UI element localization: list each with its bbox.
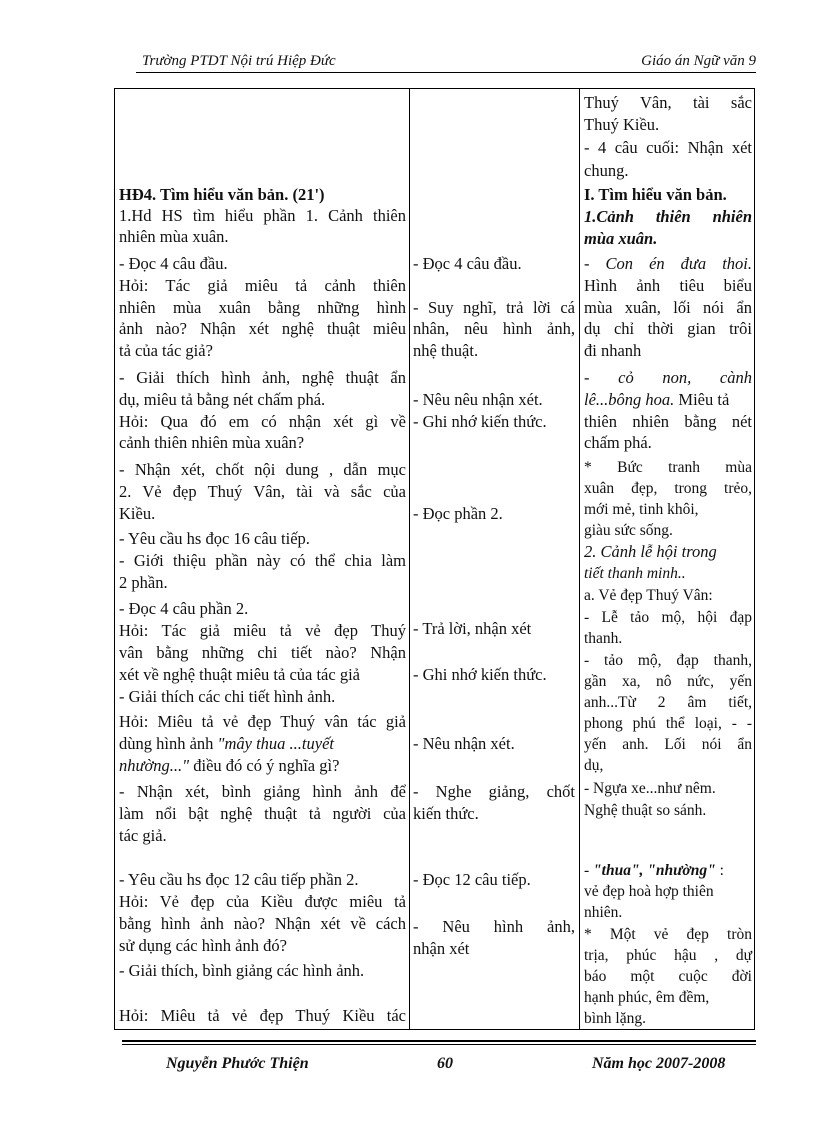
text-line (119, 756, 406, 777)
column-divider (409, 89, 410, 1029)
text-line: kiến thức. (413, 804, 479, 823)
subsection-heading: tiết thanh minh.. (584, 565, 686, 582)
text-line: bình lặng. (584, 1010, 646, 1027)
text-line: thanh. (584, 630, 623, 647)
text-line: mới mẻ, tinh khôi, (584, 501, 699, 518)
school-name: Trường PTDT Nội trú Hiệp Đức (142, 53, 336, 69)
text-line: dụ chỉ thời gian trôi (584, 319, 752, 338)
subject-title: Giáo án Ngữ văn 9 (641, 53, 756, 69)
lesson-table (114, 88, 755, 1030)
text-line: - Suy nghĩ, trả lời cá (413, 298, 575, 317)
text-line: - Ghi nhớ kiến thức. (413, 412, 547, 431)
text-line: đi nhanh (584, 341, 642, 360)
text-line: chấm phá. (584, 433, 652, 452)
quoted-phrase: "thua", "nhường" (593, 862, 716, 879)
text-line: - Trả lời, nhận xét (413, 619, 532, 638)
text-line: anh...Từ 2 âm tiết, (584, 694, 752, 711)
text-line: - Con én đưa thoi. (584, 254, 752, 273)
text-segment: điều đó có ý nghĩa gì? (189, 756, 340, 775)
text-line: * Bức tranh mùa (584, 459, 752, 476)
text-line: chung. (584, 161, 629, 180)
quoted-phrase: lê...bông hoa. (584, 390, 675, 409)
text-line: - Đọc 12 câu tiếp. (413, 870, 531, 889)
text-line: - Đọc 4 câu đầu. (413, 254, 522, 273)
text-line: - Giải thích hình ảnh, nghệ thuật ẩn (119, 368, 406, 387)
text-line: - cỏ non, cành (584, 368, 752, 387)
text-line: Hỏi: Tác giả miêu tả cảnh thiên (119, 276, 406, 295)
text-line: nhiên. (584, 904, 623, 921)
text-line: gần xa, nô nức, yến (584, 673, 752, 690)
text-line: - Giải thích, bình giảng các hình ảnh. (119, 961, 365, 980)
text-line: - Giới thiệu phần này có thể chia làm (119, 551, 406, 570)
text-line: Hình ảnh tiêu biểu (584, 276, 752, 295)
quoted-phrase: nhường..." (119, 756, 190, 775)
text-line: - Yêu cầu hs đọc 12 câu tiếp phần 2. (119, 870, 359, 889)
text-segment: : (715, 862, 724, 879)
text-line: * Một vẻ đẹp tròn (584, 926, 752, 943)
text-line (584, 861, 752, 882)
footer-school-year: Năm học 2007-2008 (592, 1055, 726, 1072)
text-line: nhân, nêu hình ảnh, (413, 319, 575, 338)
text-line: tác giả. (119, 826, 167, 845)
text-line: - tảo mộ, đạp thanh, (584, 652, 752, 669)
text-segment: dùng hình ảnh (119, 734, 214, 753)
subsection-heading: 2. Cảnh lễ hội trong (584, 542, 717, 561)
text-line: Hỏi: Qua đó em có nhận xét gì về (119, 412, 406, 431)
text-line (584, 390, 752, 411)
column-divider (579, 89, 580, 1029)
text-line: hạnh phúc, êm đềm, (584, 989, 710, 1006)
text-line: Thuý Vân, tài sắc (584, 93, 752, 112)
text-line: 2. Vẻ đẹp Thuý Vân, tài và sắc của (119, 482, 406, 501)
text-line: - Lễ tảo mộ, hội đạp (584, 609, 752, 626)
text-segment: Miêu tả (674, 390, 730, 409)
text-line: tả của tác giả? (119, 341, 213, 360)
text-line: nhiên mùa xuân bằng những hình (119, 298, 406, 317)
text-line: xuân đẹp, trong trẻo, (584, 480, 752, 497)
text-line: nhiên mùa xuân. (119, 227, 229, 246)
text-line: xét về nghệ thuật miêu tả của tác giả (119, 665, 360, 684)
text-line: vẻ đẹp hoà hợp thiên (584, 883, 714, 900)
text-line: Hỏi: Miêu tả vẻ đẹp Thuý vân tác giả (119, 712, 406, 731)
text-line: - Giải thích các chi tiết hình ảnh. (119, 687, 336, 706)
text-line: thiên nhiên bằng nét (584, 412, 752, 431)
text-line: giàu sức sống. (584, 522, 673, 539)
text-line: làm nổi bật nghệ thuật tả người của (119, 804, 406, 823)
text-line: - Ghi nhớ kiến thức. (413, 665, 547, 684)
text-line: ảnh nào? Nhận xét nghệ thuật miêu (119, 319, 406, 338)
text-line: dụ, (584, 757, 604, 774)
text-line: - Nhận xét, chốt nội dung , dẫn mục (119, 460, 406, 479)
text-line: vân bằng những chi tiết nào? Nhận (119, 643, 406, 662)
text-line (119, 734, 406, 755)
subsection-heading: mùa xuân. (584, 229, 658, 248)
text-line: - Yêu cầu hs đọc 16 câu tiếp. (119, 529, 310, 548)
text-line: - Đọc 4 câu phần 2. (119, 599, 249, 618)
text-line: yến anh. Lối nói ẩn (584, 736, 752, 753)
text-line: bằng hình ảnh nào? Nhận xét về cách (119, 914, 406, 933)
text-line: - Nghe giảng, chốt (413, 782, 575, 801)
page-number: 60 (437, 1055, 453, 1072)
text-line: Kiều. (119, 504, 156, 523)
text-line: - Nêu hình ảnh, (413, 917, 575, 936)
text-line: - 4 câu cuối: Nhận xét (584, 138, 752, 157)
footer-author: Nguyễn Phước Thiện (166, 1055, 309, 1072)
section-heading: HĐ4. Tìm hiểu văn bản. (21') (119, 185, 325, 204)
text-segment: - (584, 862, 594, 879)
text-line: - Ngựa xe...như nêm. (584, 780, 716, 797)
text-line: nhệ thuật. (413, 341, 479, 360)
text-line: - Nêu nêu nhận xét. (413, 390, 543, 409)
text-line: báo một cuộc đời (584, 968, 752, 985)
quoted-phrase: "mây thua ...tuyết (217, 734, 334, 753)
text-line: Hỏi: Vẻ đẹp của Kiều được miêu tả (119, 892, 406, 911)
text-line: cảnh thiên nhiên mùa xuân? (119, 433, 305, 452)
section-heading: I. Tìm hiểu văn bản. (584, 185, 727, 204)
text-line: Thuý Kiều. (584, 115, 660, 134)
text-line: - Đọc 4 câu đầu. (119, 254, 228, 273)
footer-divider (122, 1040, 756, 1042)
text-line: Hỏi: Tác giả miêu tả vẻ đẹp Thuý (119, 621, 406, 640)
text-line: a. Vẻ đẹp Thuý Vân: (584, 587, 713, 604)
subsection-heading: 1.Cảnh thiên nhiên (584, 207, 752, 226)
text-line: - Đọc phần 2. (413, 504, 503, 523)
text-line: nhận xét (413, 939, 470, 958)
page-header (136, 50, 756, 73)
text-line: phong phú thể loại, - - (584, 715, 752, 732)
text-line: - Nêu nhận xét. (413, 734, 515, 753)
text-line: 2 phần. (119, 573, 168, 592)
text-line: sử dụng các hình ảnh đó? (119, 936, 287, 955)
text-line: mùa xuân, lối nói ẩn (584, 298, 752, 317)
text-line: dụ, miêu tả bằng nét chấm phá. (119, 390, 326, 409)
text-line: Hỏi: Miêu tả vẻ đẹp Thuý Kiều tác (119, 1006, 406, 1025)
footer-divider (122, 1044, 756, 1045)
text-line: trịa, phúc hậu , dự (584, 947, 752, 964)
text-line: - Nhận xét, bình giảng hình ảnh để (119, 782, 406, 801)
text-line: Nghệ thuật so sánh. (584, 802, 707, 819)
text-line: 1.Hd HS tìm hiểu phần 1. Cảnh thiên (119, 206, 406, 225)
